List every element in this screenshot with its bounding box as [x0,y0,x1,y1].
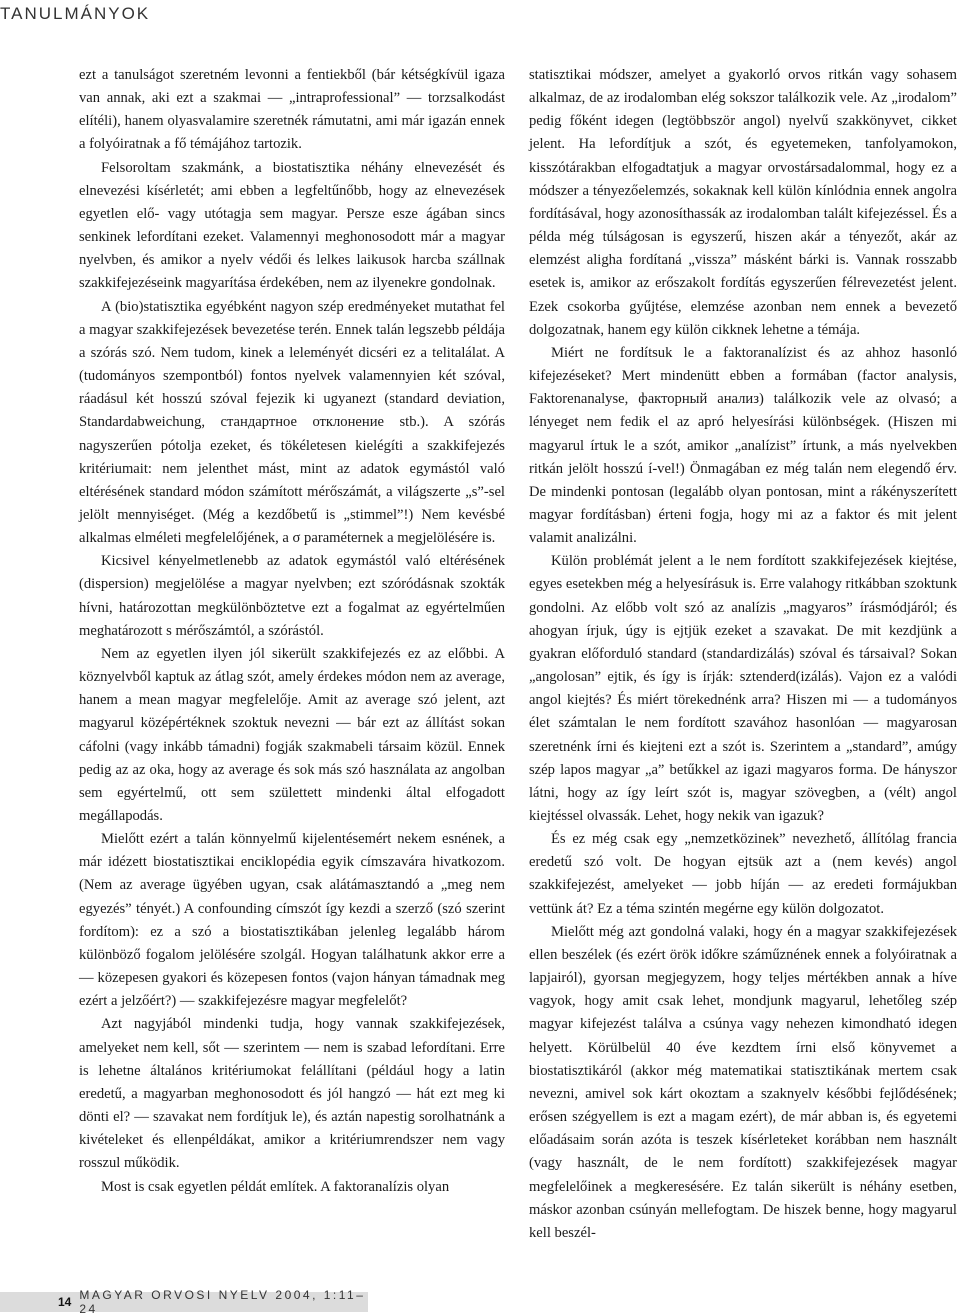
page-number: 14 [58,1295,72,1309]
paragraph: Azt nagyjából mindenki tudja, hogy vannak szakkifejezések, amelyeket nem kell, sőt — szerintem — nem is szabad lefordítani. Erre is lehetne általános kritériumokat felállítani (például hogy a latin eredetű, a magyarban meghonosodott és jól hangzó — hát ezt meg ki dönti el? — szavakat nem fordítjuk le), és aztán napestig sorolhatnánk a kivételeket és ellenpéldákat, amikor a kritériumrendszer nem vagy rosszul működik. [79,1016,505,1172]
paragraph: Kicsivel kényelmetlenebb az adatok egymástól való eltérésének (dispersion) megjelölése a magyar nyelvben; ezt szóródásnak szokták hívni, határozottan megkülönböztetve ezt a fogalmat az egyértelműen meghatározott s mérőszámtól, a szórástól. [79,553,505,639]
paragraph: statisztikai módszer, amelyet a gyakorló orvos ritkán vagy sohasem alkalmaz, de az irodalomban elég sokszor találkozik vele. Az „irodalom” pedig főként idegen (legtöbbször angol) nyelvű szakkönyvet, cikket jelent. Ha lefordítjuk a szót, és egyetemeken, tanfolyamokon, kisszótárakban elfogadtatjuk a magyar orvostársadalommal, hogy ez a módszer a tényezőelemzés, sokaknak kell külön kínlódnia ennek angolra fordításával, hogy azonosíthassák az irodalomban talált kifejezéssel. És a példa még túlságosan is egyszerű, hiszen akár a tényezőt, akár az elemzést aligha fordítaná „vissza” másként bárki is. Vannak rosszabb esetek is, amikor az erőszakolt fordítás egyszerűen félrevezetést jelent. Ezek csokorba gyűjtése, elemzése azonban nem ennek a bevezető dolgozatnak, hanem egy külön cikknek lehetne a témája. [529,67,957,338]
left-column [79,64,505,1199]
section-label: TANULMÁNYOK [0,4,151,23]
paragraph: Miért ne fordítsuk le a faktoranalízist és az ahhoz hasonló kifejezéseket? Mert mindenütt ebben a formában (factor analysis, Faktorenanalyse, факторный анализ) találkozik vele az olvasó; a lényeget nem fedik el az apró helyesírási különbségek. (Hiszen mi magyarul írtuk le a szót, amikor „analízist” írtunk, a más nyelvekben ritkán jelölt hosszú í-vel!) Önmagában ez még talán nem elegendő érv. De mindenki pontosan (legalább olyan pontosan, mint a rákényszerített magyar fordításban) érteni fogja, hogy mi az a faktor és mit jelent valamit analizálni. [529,344,957,547]
paragraph: A (bio)statisztika egyébként nagyon szép eredményeket mutathat fel a magyar szakkifejezések bevezetése terén. Ennek talán legszebb példája a szórás szó. Nem tudom, kinek a leleményét dicséri ez a telitalálat. A (tudományos szempontból) fontos nyelvek valamennyien két szóval, ráadásul két hosszú szóval fejezik ki ugyanezt (standard deviation, Standardabweichung, стандартное отклонение stb.). A szórás nagyszerűen pótolja ezeket, és tökéletesen kielégíti a szakkifejezés kritériumait: nem jelenthet mást, mint az adatok egymástól való eltérésének standard módon számított mérőszámát, a világszerte „s”-sel jelölt mennyiséget. (Még a kezdőbetű is „stimmel”!) Nem kevésbé alkalmas elméleti megfelelőjének, a σ paraméternek a megjelölésére is. [79,298,505,547]
paragraph: Nem az egyetlen ilyen jól sikerült szakkifejezés ez az előbbi. A köznyelvből kaptuk az átlag szót, amely érdekes módon nem az average, hanem a mean magyar megfelelője. Amit az average szó jelent, azt magyarul középértéknek szoktuk nevezni — bár ezt az állítást sokan cáfolni (vagy inkább támadni) fogják szakmabeli társaim közül. Ennek pedig az az oka, hogy az average és sok más szó használata az angolban sem egyértelmű, ott sem születtett mindenki által elfogadott megállapodás. [79,645,505,824]
paragraph: Mielőtt ezért a talán könnyelmű kijelentésemért nekem esnének, a már idézett biostatisztikai enciklopédia egyik címszavára hivatkozom. (Nem az average ügyében ugyan, csak alátámasztandó a „meg nem egyezés” tényét.) A confounding címszót így kezdi a szerző (szó szerint fordítom): ez a szó a biostatisztikában jelenleg legalább három különböző fogalom jelölésére szolgál. Hogyan találhatunk akkor erre a — közepesen gyakori és közepesen fontos (vajon hányan támadnak meg ezért a jelzőért?) — szakkifejezésre magyar megfelelőt? [79,831,505,1010]
paragraph: Felsoroltam szakmánk, a biostatisztika néhány elnevezését és elnevezési kísérletét; ami ebben a legfeltűnőbb, hogy az elnevezések egyetlen elő- vagy utótagja sem magyar. Persze esze ágában sincs senkinek lefordítani ezeket. Valamennyi meghonosodott már a magyar nyelvben, és amikor a nyelv védői és lelkes laikusok harcba szállnak szakkifejezéseink magyarítása érdekében, nem az ilyenekre gondolnak. [79,159,505,292]
paragraph: Külön problémát jelent a le nem fordított szakkifejezések kiejtése, egyes esetekben még a helyesírásuk is. Erre valahogy ritkábban szoktunk gondolni. Az előbb volt szó az analízis „magyaros” írásmódjáról; és ahogyan írjuk, úgy is ejtjük ezeket a szavakat. De mit kezdjünk a gyakran előforduló standard (standardizálás) szóval és társaival? Sokan „angolosan” ejtik, és így is írják: sztenderd(izálás). Vajon ez a valódi angol kiejtés? És miért törekednénk arra? Hiszen mi — a tudományos élet számtalan le nem fordított szavához hasonlóan — magyarosan szeretnénk írni és kiejteni ezt a szót is. Szerintem a „standard”, amúgy szép lapos magyar „a” betűkkel az igazi magyaros forma. De hányszor látni, hogy az így leírt szót is, magyar szövegben, a (vélt) angol kiejtéssel olvassák. Lehet, hogy nekik van igazuk? [529,553,957,824]
journal-citation: MAGYAR ORVOSI NYELV 2004, 1:11–24 [79,1288,366,1316]
paragraph: Most is csak egyetlen példát említek. A faktoranalízis olyan [101,1178,450,1195]
paragraph: Mielőtt még azt gondolná valaki, hogy én a magyar szakkifejezések ellen beszélek (és ezért örök időkre száműznének ennek a folyóiratnak a lapjairól), gyorsan megjegyzem, hogy teljes mértékben annak a híve vagyok, hogy amit csak lehet, mondjunk magyarul, lehetőleg szép magyar kifejezést találva a csúnya vagy nehezen kimondható idegen helyett. Körülbelül 40 éve kezdtem írni első könyvemet a biostatisztikáról (akkor még matematikai statisztikának mertem csak nevezni, amivel sok kárt okoztam a szaknyelv későbbi fejlődésének; erősen szégyellem is ezt a magam ezért), de már abban is, és egyetemi előadásaim során azóta is teszek kísérleteket korábban nem használt (vagy használt, de le nem fordított) szakkifejezések magyar megfelelőinek a megkeresésére. Ez talán sikerült is néhány esetben, máskor azonban csúnyán mellefogtam. De hiszek benne, hogy magyarul kell beszél- [529,923,957,1241]
paragraph: ezt a tanulságot szeretném levonni a fentiekből (bár kétségkívül igaza van annak, aki ezt a szakmai — „intraprofessional” — torzsalkodást elítéli), hanem olyasvalamire szeretnék rámutatni, ami már igazán ennek a folyóiratnak a fő témájához tartozik. [79,67,505,153]
right-column [529,64,957,1245]
paragraph: És ez még csak egy „nemzetközinek” nevezhető, állítólag francia eredetű szó volt. De hogyan ejtsük azt a (nem kevés) angol szakkifejezést, amelyeket — jobb híján — az eredeti formájukban vettünk át? Ez a téma szintén megérne egy külön dolgozatot. [529,831,957,917]
page-footer [0,1288,368,1316]
